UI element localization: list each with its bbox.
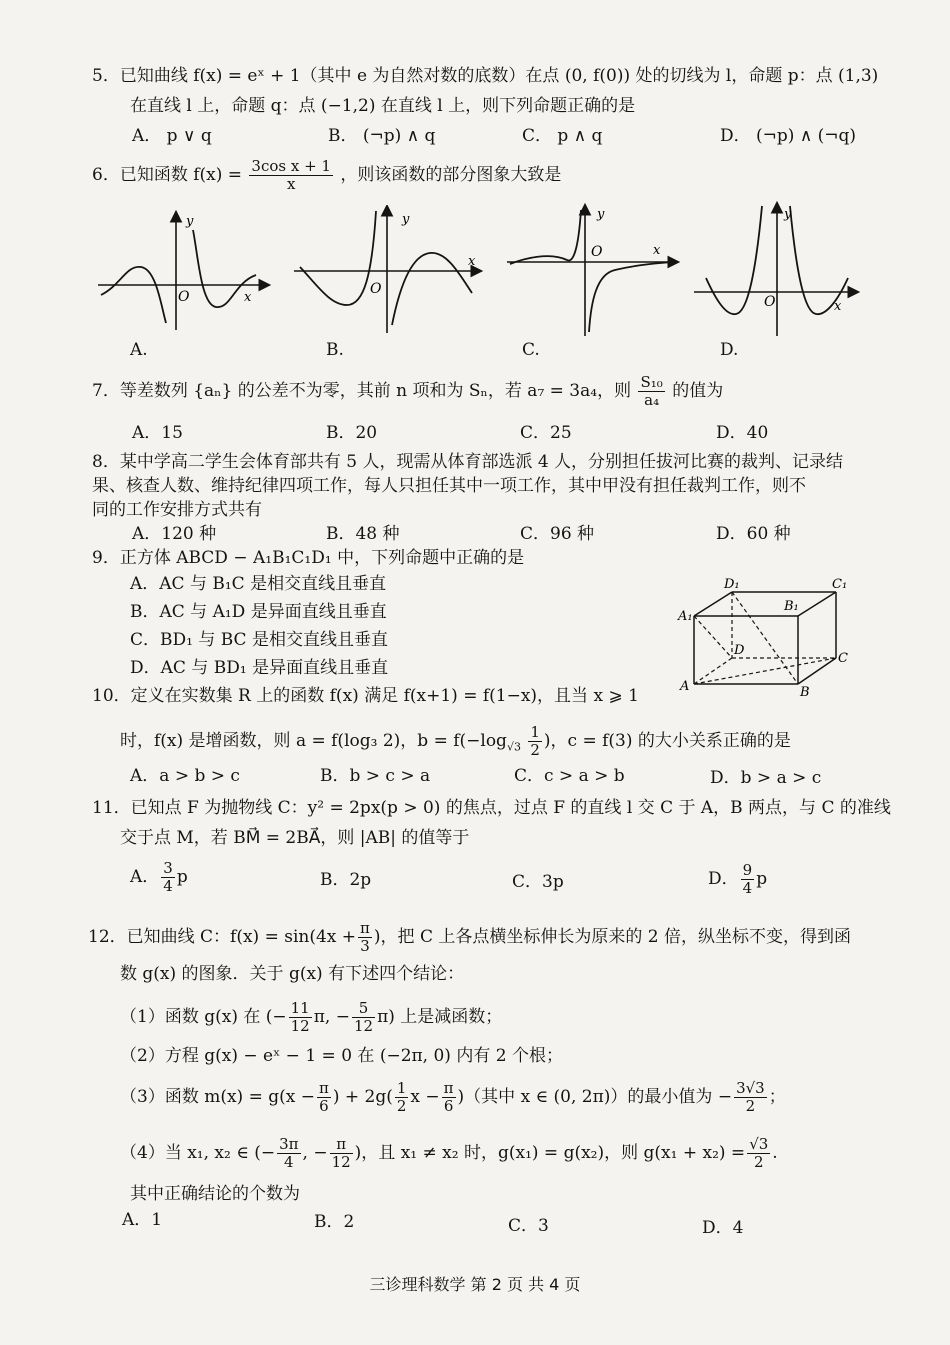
q6-graph-c (505, 200, 685, 340)
q8-option-c: C．96 种 (520, 524, 595, 544)
q12-s4-frac3 (747, 1136, 770, 1171)
cube-label-b1: B₁ (784, 599, 799, 614)
q10-line2 (120, 724, 791, 759)
q12-ask: 其中正确结论的个数为 (130, 1184, 300, 1204)
q5-option-a: A． p ∨ q (132, 126, 212, 146)
q12-option-b: B．2 (314, 1212, 355, 1232)
q5-line1: 5．已知曲线 f(x) = eˣ + 1（其中 e 为自然对数的底数）在点 (0, f(0)) 处的切线为 l，命题 p：点 (1,3) (92, 66, 879, 86)
cube-label-d: D (734, 643, 745, 658)
q12-s3-d3: 6 (443, 1097, 454, 1115)
q10-log-base: √3 (506, 740, 521, 754)
q11-option-b: B．2p (320, 870, 372, 890)
q6-b-y-label: y (402, 212, 410, 227)
q12-s4-d1: 4 (284, 1153, 294, 1171)
q5-line2: 在直线 l 上，命题 q：点 (−1,2) 在直线 l 上，则下列命题正确的是 (130, 96, 636, 116)
q12-s4-post: . (772, 1143, 778, 1163)
q12-s1-d1: 12 (290, 1017, 310, 1035)
cube-label-a1: A₁ (678, 609, 693, 624)
q6-label-d: D. (720, 340, 739, 360)
q11-a-prefix: A． (130, 867, 160, 887)
q12-s1-pre: （1）函数 g(x) 在 (− (120, 1007, 287, 1027)
q6-label-a: A. (130, 340, 148, 360)
q12-line2: 数 g(x) 的图象．关于 g(x) 有下述四个结论： (120, 964, 465, 984)
q7-option-d: D．40 (716, 423, 769, 443)
q11-line2: 交于点 M，若 BM⃗ = 2BA⃗，则 |AB| 的值等于 (120, 828, 470, 848)
q6-fraction (249, 158, 333, 193)
q12-s3-post: ； (768, 1087, 786, 1107)
q11-d-den: 4 (742, 879, 753, 897)
q12-statement-1 (120, 1000, 502, 1035)
q6-b-x-label: x (468, 254, 476, 269)
q5-option-b: B． (¬p) ∧ q (328, 126, 436, 146)
q8-option-a: A．120 种 (132, 524, 217, 544)
q6-c-y-label: y (597, 207, 605, 222)
q5-option-c: C． p ∧ q (522, 126, 603, 146)
q9-stem: 9．正方体 ABCD − A₁B₁C₁D₁ 中，下列命题中正确的是 (92, 548, 525, 568)
q10-option-a: A．a > b > c (130, 766, 240, 786)
q7-frac-den: a₄ (644, 391, 660, 409)
q10-fraction (528, 724, 542, 759)
q7-stem-pre: 7．等差数列 {aₙ} 的公差不为零，其前 n 项和为 Sₙ，若 a₇ = 3a₄，则 (92, 381, 632, 401)
q12-option-a: A．1 (122, 1210, 163, 1230)
q12-s1-frac1 (289, 1000, 312, 1035)
q12-line1-fraction (358, 920, 372, 955)
cube-label-a: A (680, 679, 690, 694)
q7-option-c: C．25 (520, 423, 572, 443)
q6-graph-a (96, 205, 276, 340)
q12-s3-frac1 (317, 1080, 331, 1115)
q12-s3-pre: （3）函数 m(x) = g(x − (120, 1087, 315, 1107)
q12-s1-n1: 11 (290, 999, 310, 1017)
q6-c-origin: O (591, 244, 603, 260)
q8-line3: 同的工作安排方式共有 (92, 500, 262, 520)
q11-a-den: 4 (163, 877, 173, 895)
q12-s4-mid2: )，且 x₁ ≠ x₂ 时，g(x₁) = g(x₂)，则 g(x₁ + x₂) = (354, 1143, 746, 1163)
cube-label-c1: C₁ (832, 577, 848, 592)
q6-a-x-label: x (244, 290, 252, 305)
q12-s3-d1: 6 (319, 1097, 329, 1115)
q12-s4-mid1: , − (302, 1143, 328, 1163)
q6-d-y-label: y (784, 207, 792, 222)
page-footer: 三诊理科数学 第 2 页 共 4 页 (369, 1275, 581, 1294)
q12-s4-d2: 12 (331, 1153, 351, 1171)
q12-s1-mid: π, − (313, 1007, 350, 1027)
q8-option-d: D．60 种 (716, 524, 791, 544)
q6-label-b: B. (326, 340, 344, 360)
q6-graph-b (292, 205, 492, 340)
q6-frac-num: 3cos x + 1 (251, 157, 331, 175)
cube-label-c: C (838, 651, 848, 666)
q12-line1-pre: 12．已知曲线 C：f(x) = sin(4x + (88, 927, 357, 947)
q8-line2: 果、核查人数、维持纪律四项工作，每人只担任其中一项工作，其中甲没有担任裁判工作，则不 (92, 476, 806, 496)
q12-s4-n1: 3π (279, 1135, 299, 1153)
q12-s4-pre: （4）当 x₁, x₂ ∈ (− (120, 1143, 276, 1163)
q12-statement-4 (120, 1136, 778, 1171)
q12-s1-d2: 12 (353, 1017, 374, 1035)
q12-s3-mid1: ) + 2g( (332, 1087, 393, 1107)
q6-graph-d (692, 200, 867, 340)
q12-s4-frac1 (277, 1136, 300, 1171)
q12-s3-n3: π (443, 1079, 454, 1097)
q12-s3-n2: 1 (396, 1079, 407, 1097)
q9-option-c: C．BD₁ 与 BC 是相交直线且垂直 (130, 630, 388, 650)
q6-b-origin: O (370, 281, 382, 297)
q12-s1-n2: 5 (352, 1000, 375, 1018)
q12-line1-post: )，把 C 上各点横坐标伸长为原来的 2 倍，纵坐标不变，得到函 (373, 927, 851, 947)
q12-s3-frac2 (395, 1080, 409, 1115)
q12-s3-mid2: x − (410, 1087, 440, 1107)
q10-option-b: B．b > c > a (320, 766, 431, 786)
q7-fraction (638, 374, 664, 409)
q9-option-d: D．AC 与 BD₁ 是异面直线且垂直 (130, 658, 389, 678)
q7-option-a: A．15 (132, 423, 183, 443)
q9-option-a: A．AC 与 B₁C 是相交直线且垂直 (130, 574, 387, 594)
q11-option-a (130, 860, 188, 895)
q10-option-d: D．b > a > c (710, 768, 822, 788)
q6-stem-post: ，则该函数的部分图象大致是 (340, 165, 562, 185)
q11-d-prefix: D． (708, 869, 739, 889)
q7-stem (92, 374, 723, 409)
q10-line2-pre: 时，f(x) 是增函数，则 a = f(log₃ 2)，b = f(−log (120, 731, 507, 751)
q11-a-fraction (161, 860, 175, 895)
q12-line1-den: 3 (360, 937, 370, 955)
q12-s3-frac4 (734, 1080, 767, 1115)
q6-d-x-label: x (834, 299, 842, 314)
q12-line1 (88, 920, 851, 955)
q12-option-c: C．3 (508, 1216, 549, 1236)
q9-cube-figure (676, 576, 856, 700)
cube-label-d1: D₁ (724, 577, 740, 592)
q5-option-d: D． (¬p) ∧ (¬q) (720, 126, 857, 146)
q12-s4-frac2 (330, 1136, 353, 1171)
q11-a-suffix: p (176, 867, 188, 887)
q7-frac-num: S₁₀ (640, 373, 663, 391)
q12-option-d: D．4 (702, 1218, 744, 1238)
q11-d-fraction (741, 862, 755, 897)
q12-statement-3 (120, 1080, 786, 1115)
q10-option-c: C．c > a > b (514, 766, 625, 786)
q6-stem (92, 158, 561, 193)
q10-line2-post: )，c = f(3) 的大小关系正确的是 (543, 731, 791, 751)
q6-label-c: C. (522, 340, 540, 360)
q11-d-num: 9 (742, 861, 753, 879)
cube-label-b: B (800, 685, 810, 700)
q8-option-b: B．48 种 (326, 524, 400, 544)
q11-line1: 11．已知点 F 为抛物线 C：y² = 2px(p > 0) 的焦点，过点 F 的直线 l 交 C 于 A，B 两点，与 C 的准线 (92, 798, 891, 818)
q10-line1: 10．定义在实数集 R 上的函数 f(x) 满足 f(x+1) = f(1−x)，且当 x ⩾ 1 (92, 686, 639, 706)
q6-a-origin: O (178, 289, 190, 305)
q12-s3-d4: 2 (745, 1097, 756, 1115)
q6-a-y-label: y (186, 214, 194, 229)
q11-option-c: C．3p (512, 872, 564, 892)
q8-line1: 8．某中学高二学生会体育部共有 5 人，现需从体育部选派 4 人，分别担任拔河比赛的裁判、记录结 (92, 452, 844, 472)
q11-d-suffix: p (756, 869, 768, 889)
q7-stem-post: 的值为 (672, 381, 724, 401)
q11-a-num: 3 (163, 859, 173, 877)
q6-stem-pre: 6．已知函数 f(x) = (92, 165, 243, 185)
q10-frac-den: 2 (530, 741, 540, 759)
q12-s3-n4: 3√3 (736, 1079, 765, 1097)
q12-statement-2: （2）方程 g(x) − eˣ − 1 = 0 在 (−2π, 0) 内有 2 个根； (120, 1046, 563, 1066)
q12-s3-d2: 2 (396, 1097, 407, 1115)
q6-c-x-label: x (653, 243, 661, 258)
q12-s3-frac3 (442, 1080, 456, 1115)
q6-frac-den: x (286, 175, 296, 193)
q9-option-b: B．AC 与 A₁D 是异面直线且垂直 (130, 602, 387, 622)
q12-s4-n3: √3 (749, 1135, 769, 1153)
q12-s1-post: π) 上是减函数； (377, 1007, 503, 1027)
q12-s1-frac2 (352, 1000, 375, 1035)
q6-d-origin: O (764, 294, 776, 310)
q12-s4-d3: 2 (753, 1153, 764, 1171)
q12-s3-mid3: )（其中 x ∈ (0, 2π)）的最小值为 − (457, 1087, 733, 1107)
q12-s4-n2: π (330, 1136, 353, 1154)
q12-s3-n1: π (319, 1079, 329, 1097)
q12-line1-num: π (360, 919, 370, 937)
q10-frac-num: 1 (530, 723, 540, 741)
q7-option-b: B．20 (326, 423, 378, 443)
q11-option-d (708, 862, 767, 897)
